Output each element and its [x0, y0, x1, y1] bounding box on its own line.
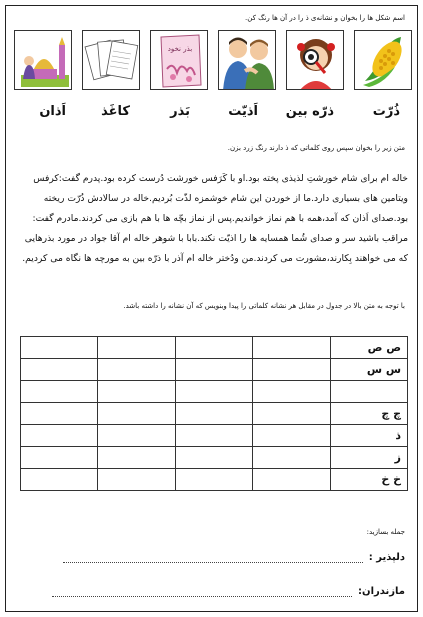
answer-cell[interactable] [98, 381, 175, 403]
user-line [52, 586, 405, 597]
word-4: بَذر [170, 104, 190, 119]
answer-cell[interactable] [98, 425, 175, 447]
answer-cell[interactable] [175, 403, 252, 425]
papers-picture [82, 30, 140, 90]
letter-cell: خ خ [330, 469, 407, 491]
answer-cell[interactable] [253, 337, 330, 359]
table-instruction: با توجه به متن بالا در جدول در مقابل هر نشانه کلماتی را پیدا وبنویس که آن نشانه را داشته باشد. [123, 302, 405, 310]
answer-cell[interactable] [175, 337, 252, 359]
teacher-label: دلپذیر : [368, 552, 405, 563]
paragraph-line: که می خواهند بِکارند،مشورت می کردند.من ودُختر خاله ام آذر با ذرّه بین به مورچه ها نگاه می کردیم. [22, 253, 408, 264]
table-row [21, 403, 408, 425]
table-row [21, 337, 408, 359]
answer-cell[interactable] [21, 425, 98, 447]
answer-cell[interactable] [175, 381, 252, 403]
letter-cell: چ چ [330, 403, 407, 425]
reading-paragraph [20, 169, 408, 269]
answer-cell[interactable] [253, 469, 330, 491]
letter-cell: ذ [330, 425, 407, 447]
word-row [20, 104, 406, 122]
word-5: کاغَذ [101, 104, 130, 119]
answer-cell[interactable] [21, 359, 98, 381]
paragraph-line: ویتامین های بسیاری دارد.ما از خوردن این شام خوشمزه لذّت بُردیم.خاله در سالادش ذُرّت ریخته [43, 193, 408, 204]
table-row [21, 469, 408, 491]
answer-cell[interactable] [253, 425, 330, 447]
paragraph-instruction: متن زیر را بخوان سپس روی کلماتی که ذ دارند رنگ زرد بزن. [227, 144, 405, 152]
poster-picture [150, 30, 208, 90]
table-row [21, 381, 408, 403]
letter-table [20, 336, 408, 491]
answer-cell[interactable] [21, 381, 98, 403]
mosque-picture [14, 30, 72, 90]
corn-picture [354, 30, 412, 90]
user-label: مازندران: [358, 586, 405, 597]
word-1: ذُرّت [372, 104, 400, 119]
answer-cell[interactable] [98, 469, 175, 491]
answer-cell[interactable] [175, 469, 252, 491]
user-dotted-line[interactable] [52, 586, 352, 597]
magnifier-girl-picture [286, 30, 344, 90]
answer-cell[interactable] [21, 447, 98, 469]
teacher-line [63, 552, 405, 563]
answer-cell[interactable] [175, 447, 252, 469]
answer-cell[interactable] [21, 403, 98, 425]
teacher-dotted-line[interactable] [63, 552, 363, 563]
paragraph-line: بود.صدای اَذان که آمد،همه با هم نماز خواندیم.پس از نماز بچّه ها با هم بازی می کردند.مادرم گفت: [32, 213, 408, 224]
letter-cell: ز [330, 447, 407, 469]
letter-cell: ص ص [330, 337, 407, 359]
answer-cell[interactable] [98, 403, 175, 425]
answer-cell[interactable] [253, 359, 330, 381]
paragraph-line: مراقب باشید سر و صدای شُما همسایه ها را اذیّت نکند.بابا با شوهر خاله ام آقا جواد در مورد بذرهایی [24, 233, 408, 244]
table-row [21, 447, 408, 469]
letter-cell [330, 381, 407, 403]
poster-label: بذر نخود [167, 45, 193, 53]
picture-row [12, 30, 412, 92]
worksheet [5, 5, 418, 612]
answer-cell[interactable] [175, 359, 252, 381]
letter-cell: س س [330, 359, 407, 381]
answer-cell[interactable] [175, 425, 252, 447]
answer-cell[interactable] [98, 447, 175, 469]
word-6: اَذان [39, 104, 66, 119]
answer-cell[interactable] [21, 337, 98, 359]
sentence-label: جمله بسازید: [366, 528, 405, 536]
table-row [21, 425, 408, 447]
paragraph-line: خاله ام برای شام خورشتِ لذیذی پخته بود.او با کَرَفس خورشت دُرست کرده بود.پدرم گفت:کرفس [33, 173, 408, 184]
answer-cell[interactable] [253, 447, 330, 469]
answer-cell[interactable] [253, 381, 330, 403]
answer-cell[interactable] [253, 403, 330, 425]
pictures-instruction: اسم شکل ها را بخوان و نشانه‌ی ذ را در آن ها رنگ کن. [245, 14, 405, 22]
answer-cell[interactable] [21, 469, 98, 491]
answer-cell[interactable] [98, 337, 175, 359]
greeting-men-picture [218, 30, 276, 90]
word-2: ذرّه بین [285, 104, 334, 119]
word-3: اَذیّت [228, 104, 258, 119]
answer-cell[interactable] [98, 359, 175, 381]
table-row [21, 359, 408, 381]
